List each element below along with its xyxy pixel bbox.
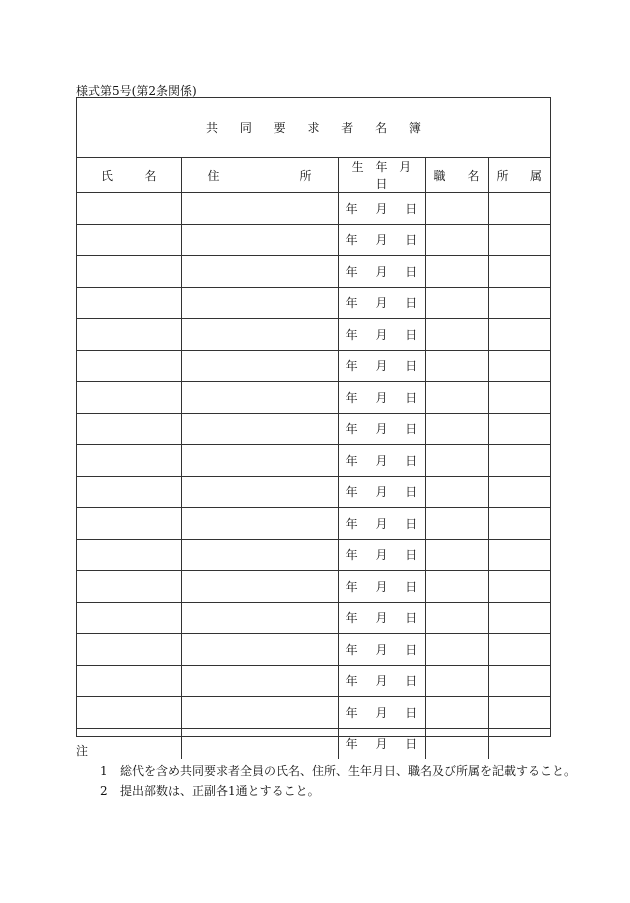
address-cell — [181, 539, 338, 571]
roster-form — [76, 97, 551, 752]
birthdate-cell: 年 月 日 — [338, 256, 425, 288]
address-cell — [181, 665, 338, 697]
header-birthdate-label: 生 年 月 日 — [351, 160, 416, 191]
job-cell — [425, 476, 488, 508]
birthdate-cell: 年 月 日 — [338, 665, 425, 697]
affiliation-cell — [488, 508, 550, 540]
job-cell — [425, 539, 488, 571]
birthdate-cell: 年 月 日 — [338, 193, 425, 225]
name-cell — [77, 445, 181, 477]
note-number-2: 2 — [100, 784, 108, 798]
affiliation-cell — [488, 319, 550, 351]
birthdate-cell: 年 月 日 — [338, 224, 425, 256]
name-cell — [77, 476, 181, 508]
birthdate-cell: 年 月 日 — [338, 728, 425, 759]
job-cell — [425, 665, 488, 697]
birthdate-cell: 年 月 日 — [338, 571, 425, 603]
table-row — [77, 287, 550, 319]
affiliation-cell — [488, 634, 550, 666]
job-cell — [425, 602, 488, 634]
table-header-row — [77, 158, 550, 193]
birthdate-cell: 年 月 日 — [338, 319, 425, 351]
job-cell — [425, 287, 488, 319]
header-birthdate — [338, 158, 425, 193]
birthdate-cell: 年 月 日 — [338, 413, 425, 445]
header-address-char-1: 住 — [207, 168, 220, 183]
header-job — [425, 158, 488, 193]
notes-heading: 注 — [76, 744, 89, 758]
name-cell — [77, 634, 181, 666]
table-row — [77, 256, 550, 288]
form-title: 共 同 要 求 者 名 簿 — [77, 98, 550, 158]
name-cell — [77, 224, 181, 256]
roster-body — [77, 193, 550, 760]
address-cell — [181, 571, 338, 603]
birthdate-cell: 年 月 日 — [338, 287, 425, 319]
job-cell — [425, 571, 488, 603]
note-number-1: 1 — [100, 764, 108, 778]
address-cell — [181, 445, 338, 477]
table-row — [77, 445, 550, 477]
affiliation-cell — [488, 287, 550, 319]
name-cell — [77, 539, 181, 571]
address-cell — [181, 634, 338, 666]
form-number-label: 様式第5号(第2条関係) — [76, 84, 197, 98]
address-cell — [181, 350, 338, 382]
job-cell — [425, 256, 488, 288]
table-row — [77, 193, 550, 225]
table-row — [77, 413, 550, 445]
header-name — [77, 158, 181, 193]
affiliation-cell — [488, 476, 550, 508]
job-cell — [425, 508, 488, 540]
job-cell — [425, 382, 488, 414]
note-item-2 — [76, 781, 576, 801]
affiliation-cell — [488, 539, 550, 571]
address-cell — [181, 287, 338, 319]
table-row — [77, 634, 550, 666]
birthdate-cell: 年 月 日 — [338, 382, 425, 414]
name-cell — [77, 350, 181, 382]
address-cell — [181, 508, 338, 540]
job-cell — [425, 319, 488, 351]
address-cell — [181, 697, 338, 729]
job-cell — [425, 634, 488, 666]
address-cell — [181, 602, 338, 634]
address-cell — [181, 476, 338, 508]
affiliation-cell — [488, 413, 550, 445]
header-affiliation-char-1: 所 — [496, 168, 509, 183]
header-affiliation-char-2: 属 — [529, 168, 542, 183]
name-cell — [77, 602, 181, 634]
job-cell — [425, 224, 488, 256]
birthdate-cell: 年 月 日 — [338, 634, 425, 666]
header-address — [181, 158, 338, 193]
job-cell — [425, 413, 488, 445]
job-cell — [425, 350, 488, 382]
affiliation-cell — [488, 350, 550, 382]
notes-section — [76, 741, 576, 801]
name-cell — [77, 382, 181, 414]
affiliation-cell — [488, 697, 550, 729]
header-name-char-2: 名 — [144, 168, 157, 183]
birthdate-cell: 年 月 日 — [338, 697, 425, 729]
table-row — [77, 224, 550, 256]
header-affiliation — [488, 158, 550, 193]
affiliation-cell — [488, 382, 550, 414]
name-cell — [77, 193, 181, 225]
birthdate-cell: 年 月 日 — [338, 350, 425, 382]
table-row — [77, 319, 550, 351]
table-row — [77, 539, 550, 571]
birthdate-cell: 年 月 日 — [338, 539, 425, 571]
name-cell — [77, 287, 181, 319]
job-cell — [425, 445, 488, 477]
affiliation-cell — [488, 224, 550, 256]
table-row — [77, 602, 550, 634]
address-cell — [181, 256, 338, 288]
roster-table — [77, 158, 550, 759]
affiliation-cell — [488, 193, 550, 225]
address-cell — [181, 319, 338, 351]
birthdate-cell: 年 月 日 — [338, 476, 425, 508]
name-cell — [77, 319, 181, 351]
table-row — [77, 350, 550, 382]
header-name-char-1: 氏 — [101, 168, 114, 183]
name-cell — [77, 413, 181, 445]
name-cell — [77, 665, 181, 697]
table-row — [77, 665, 550, 697]
table-row — [77, 508, 550, 540]
table-row — [77, 571, 550, 603]
name-cell — [77, 256, 181, 288]
name-cell — [77, 697, 181, 729]
address-cell — [181, 224, 338, 256]
note-text-1: 総代を含め共同要求者全員の氏名、住所、生年月日、職名及び所属を記載すること。 — [120, 764, 577, 778]
header-job-char-2: 名 — [467, 168, 480, 183]
name-cell — [77, 508, 181, 540]
table-row — [77, 697, 550, 729]
header-address-char-2: 所 — [299, 168, 312, 183]
birthdate-cell: 年 月 日 — [338, 445, 425, 477]
affiliation-cell — [488, 445, 550, 477]
header-job-char-1: 職 — [433, 168, 446, 183]
birthdate-cell: 年 月 日 — [338, 508, 425, 540]
note-item-1 — [76, 761, 576, 781]
job-cell — [425, 193, 488, 225]
table-row — [77, 476, 550, 508]
note-text-2: 提出部数は、正副各1通とすること。 — [120, 784, 320, 798]
address-cell — [181, 413, 338, 445]
affiliation-cell — [488, 665, 550, 697]
address-cell — [181, 193, 338, 225]
address-cell — [181, 382, 338, 414]
affiliation-cell — [488, 571, 550, 603]
job-cell — [425, 697, 488, 729]
affiliation-cell — [488, 602, 550, 634]
affiliation-cell — [488, 256, 550, 288]
table-row — [77, 382, 550, 414]
name-cell — [77, 571, 181, 603]
birthdate-cell: 年 月 日 — [338, 602, 425, 634]
